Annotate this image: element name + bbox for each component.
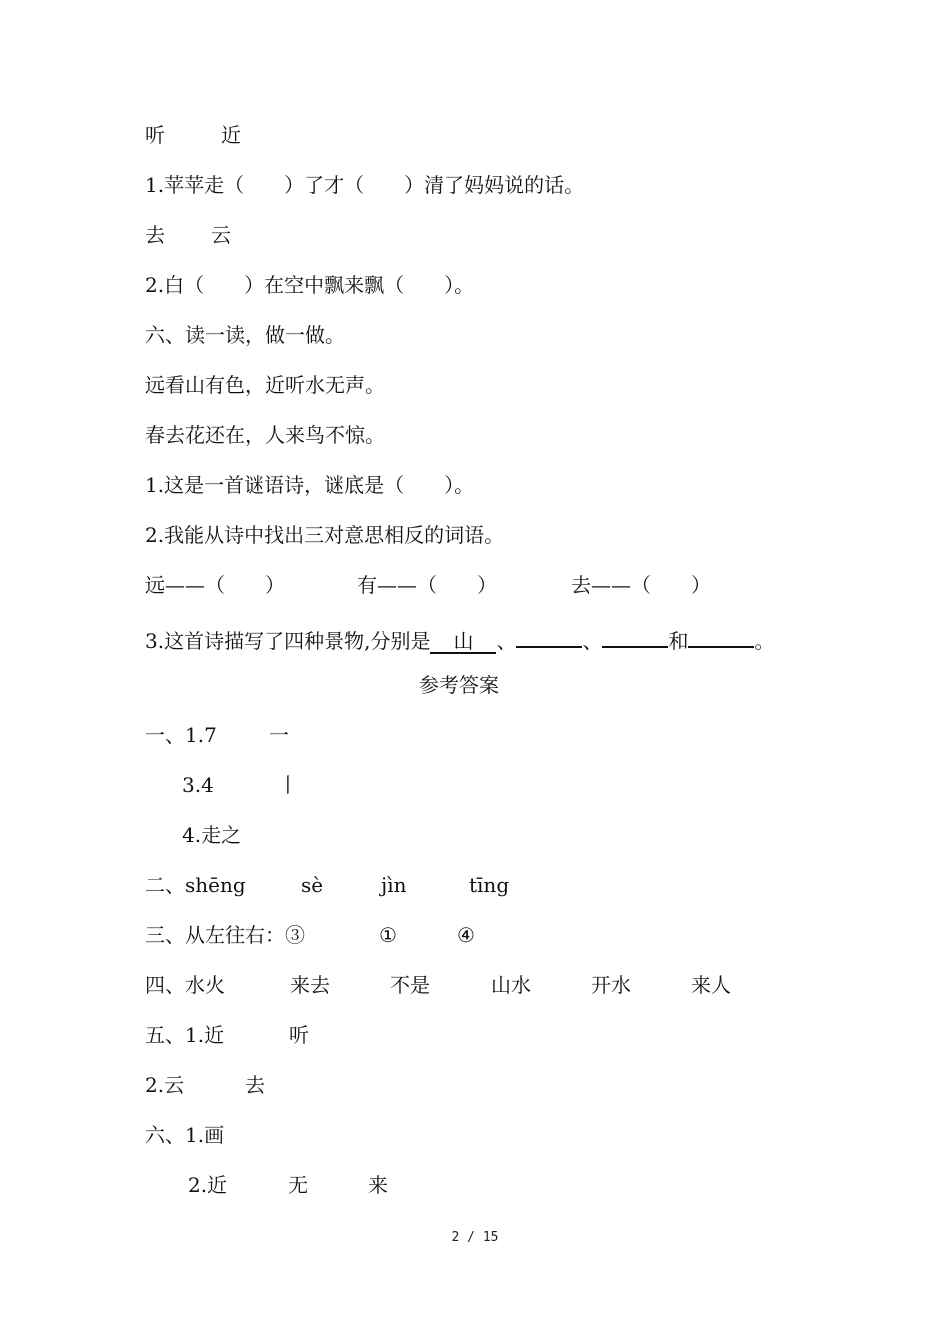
conjunction: 和: [668, 629, 689, 653]
word-yun: 云: [211, 223, 231, 247]
answer-6-2: [188, 1172, 388, 1198]
answer-blank: 山: [430, 628, 496, 654]
answer-label: 2.近: [188, 1173, 228, 1197]
sentence-1: 1.苹苹走（ ）了才（ ）清了妈妈说的话。: [145, 173, 585, 197]
answer-value: 来人: [691, 973, 731, 997]
question-3: [145, 622, 774, 654]
answer-value: ④: [457, 923, 475, 947]
word-pair-2: [145, 222, 231, 248]
page-number: 2 / 15: [451, 1230, 499, 1245]
answer-label: 五、1.近: [145, 1023, 225, 1047]
word-qu: 去: [145, 223, 165, 247]
answer-value: 不是: [390, 973, 430, 997]
answer-blank: [688, 622, 754, 648]
answer-blank: [516, 622, 582, 648]
answer-5: [145, 1022, 309, 1048]
separator: 、: [496, 629, 517, 653]
answer-value: 来: [368, 1173, 388, 1197]
answer-blank: [602, 622, 668, 648]
answer-1-4: 4.走之: [182, 823, 242, 847]
answer-label: 四、水火: [145, 973, 225, 997]
answer-value: 来去: [290, 973, 330, 997]
antonym-item: 去——（ ）: [571, 573, 711, 597]
period: 。: [754, 629, 775, 653]
sentence-2: 2.白（ ）在空中飘来飘（ ）。: [145, 273, 475, 297]
answer-value: 丨: [278, 773, 298, 797]
answer-label: 二、shēng: [145, 873, 246, 897]
question-3-prefix: 3.这首诗描写了四种景物,分别是: [145, 629, 431, 653]
answer-value: 无: [288, 1173, 308, 1197]
antonym-row: [145, 572, 711, 598]
antonym-item: 远——（ ）: [145, 573, 285, 597]
answer-4: [145, 972, 731, 998]
section-6-title: 六、读一读，做一做。: [145, 323, 345, 347]
answer-3: [145, 922, 475, 948]
answer-6: 六、1.画: [145, 1123, 225, 1147]
answer-value: 去: [245, 1073, 265, 1097]
answers-title: 参考答案: [419, 673, 499, 697]
answer-value: jìn: [381, 873, 407, 897]
answer-value: tīng: [469, 873, 510, 897]
answer-value: 一: [269, 723, 289, 747]
answer-value: 开水: [591, 973, 631, 997]
answer-value: 山水: [491, 973, 531, 997]
answer-label: 2.云: [145, 1073, 185, 1097]
answer-value: sè: [301, 873, 324, 897]
answer-1-3: [182, 772, 298, 798]
answer-value: ①: [379, 923, 397, 947]
separator: 、: [582, 629, 603, 653]
poem-line-1: 远看山有色，近听水无声。: [145, 373, 385, 397]
antonym-item: 有——（ ）: [357, 573, 497, 597]
word-pair-1: [145, 122, 241, 148]
word-ting: 听: [145, 123, 165, 147]
question-2: 2.我能从诗中找出三对意思相反的词语。: [145, 523, 505, 547]
question-1: 1.这是一首谜语诗，谜底是（ ）。: [145, 473, 475, 497]
answer-label: 三、从左往右：③: [145, 923, 305, 947]
word-jin: 近: [221, 123, 241, 147]
poem-line-2: 春去花还在，人来鸟不惊。: [145, 423, 385, 447]
answer-1: [145, 722, 289, 748]
answer-label: 一、1.7: [145, 723, 217, 747]
answer-label: 3.4: [182, 773, 214, 797]
answer-value: 听: [289, 1023, 309, 1047]
answer-2: [145, 872, 509, 898]
answer-5-2: [145, 1072, 265, 1098]
